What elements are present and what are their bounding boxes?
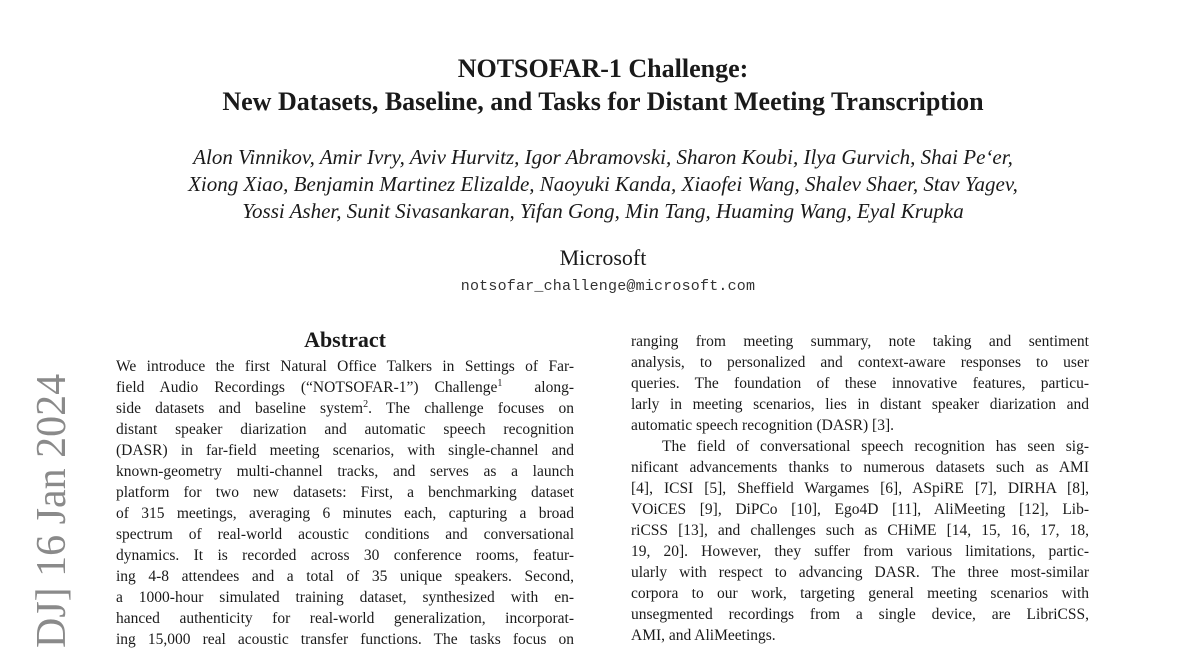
abstract-line: ing 15,000 real acoustic transfer functions. The tasks focus on — [116, 631, 574, 648]
intro-body — [631, 331, 1089, 646]
contact-email: notsofar_challenge@microsoft.com — [460, 278, 756, 295]
author-list — [0, 144, 1200, 225]
abstract-line: distant speaker diarization and automatic speech recognition — [116, 421, 574, 438]
body-line: analysis, to personalized and context-aware responses to user — [631, 354, 1089, 371]
body-line: queries. The foundation of these innovative features, particu- — [631, 375, 1089, 392]
affiliation: Microsoft — [559, 245, 647, 270]
author-line-1: Alon Vinnikov, Amir Ivry, Aviv Hurvitz, Igor Abramovski, Sharon Koubi, Ilya Gurvich, Shai Pe‘er, — [193, 145, 1013, 169]
footnote-marker: 1 — [497, 378, 503, 389]
abstract-line: We introduce the first Natural Office Talkers in Settings of Far- — [116, 358, 574, 375]
body-line: [4], ICSI [5], Sheffield Wargames [6], ASpiRE [7], DIRHA [8], — [631, 480, 1089, 497]
abstract-heading: Abstract — [304, 327, 386, 352]
abstract-line: spectrum of real-world acoustic conditions and conversational — [116, 526, 574, 543]
body-line: ularly with respect to advancing DASR. The three most-similar — [631, 564, 1089, 581]
body-line: larly in meeting scenarios, lies in distant speaker diarization and — [631, 396, 1089, 413]
title-line-2: New Datasets, Baseline, and Tasks for Distant Meeting Transcription — [222, 87, 984, 116]
body-line: corpora to our work, targeting general meeting scenarios with — [631, 585, 1089, 602]
body-line: VOiCES [9], DiPCo [10], Ego4D [11], AliMeeting [12], Lib- — [631, 501, 1089, 518]
title-line-1: NOTSOFAR-1 Challenge: — [457, 54, 749, 83]
abstract-line: platform for two new datasets: First, a benchmarking dataset — [116, 484, 574, 501]
body-line: nificant advancements thanks to numerous datasets such as AMI — [631, 459, 1089, 476]
author-line-3: Yossi Asher, Sunit Sivasankaran, Yifan Gong, Min Tang, Huaming Wang, Eyal Krupka — [242, 199, 964, 223]
abstract-line: of 315 meetings, averaging 6 minutes each, capturing a broad — [116, 505, 574, 522]
footnote-marker: 2 — [363, 399, 369, 410]
author-line-2: Xiong Xiao, Benjamin Martinez Elizalde, Naoyuki Kanda, Xiaofei Wang, Shalev Shaer, Stav Yagev, — [188, 172, 1018, 196]
arxiv-side-stamp: DJ] 16 Jan 2024 — [29, 373, 75, 648]
body-line: 19, 20]. However, they suffer from various limitations, partic- — [631, 543, 1089, 560]
body-line: riCSS [13], and challenges such as CHiME [14, 15, 16, 17, 18, — [631, 522, 1089, 539]
body-line: automatic speech recognition (DASR) [3]. — [631, 417, 894, 434]
abstract-line: field Audio Recordings (“NOTSOFAR-1”) Challenge$^1$ along- — [116, 378, 574, 396]
paper-title — [0, 52, 1200, 118]
abstract-line: side datasets and baseline system$^2$. The challenge focuses on — [116, 399, 574, 417]
body-line: ranging from meeting summary, note taking and sentiment — [631, 333, 1089, 350]
abstract-line: a 1000-hour simulated training dataset, synthesized with en- — [116, 589, 574, 606]
abstract-line: known-geometry multi-channel tracks, and serves as a launch — [116, 463, 574, 480]
abstract-line: (DASR) in far-field meeting scenarios, with single-channel and — [116, 442, 574, 459]
abstract-line: dynamics. It is recorded across 30 conference rooms, featur- — [116, 547, 574, 564]
body-line: The field of conversational speech recognition has seen sig- — [662, 438, 1089, 455]
abstract-line: hanced authenticity for real-world generalization, incorporat- — [116, 610, 574, 627]
abstract-body — [116, 356, 574, 650]
body-line: unsegmented recordings from a single device, are LibriCSS, — [631, 606, 1089, 623]
body-line: AMI, and AliMeetings. — [631, 627, 776, 644]
abstract-line: ing 4-8 attendees and a total of 35 unique speakers. Second, — [116, 568, 574, 585]
